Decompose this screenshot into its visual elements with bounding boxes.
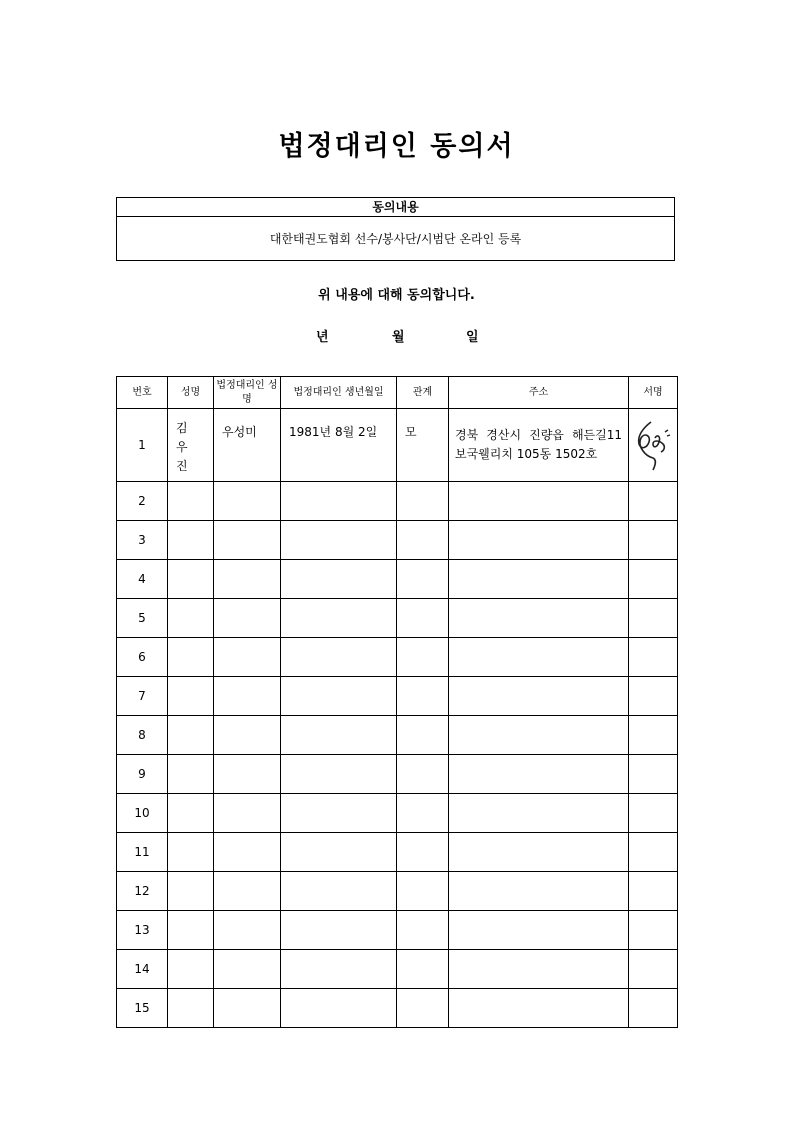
name-cell — [168, 989, 214, 1028]
signature-cell — [629, 989, 678, 1028]
guardian-name-cell — [214, 521, 281, 560]
guardian-name-cell — [214, 872, 281, 911]
guardian-birth-cell — [281, 833, 397, 872]
guardian-birth-cell — [281, 911, 397, 950]
address-cell — [449, 482, 629, 521]
consent-content: 대한태권도협회 선수/봉사단/시범단 온라인 등록 — [269, 232, 522, 246]
guardian-birth-cell — [281, 677, 397, 716]
name-cell — [168, 716, 214, 755]
table-row — [117, 755, 678, 794]
address-cell — [449, 599, 629, 638]
consent-box — [116, 197, 675, 261]
table-row — [117, 521, 678, 560]
guardian-birth-cell — [281, 599, 397, 638]
address-cell — [449, 989, 629, 1028]
row-number-cell: 12 — [117, 872, 168, 911]
row-number-cell: 14 — [117, 950, 168, 989]
row-number-cell: 9 — [117, 755, 168, 794]
relation-cell — [397, 911, 449, 950]
address-cell — [449, 794, 629, 833]
guardian-name-cell: 우성미 — [214, 409, 281, 482]
header-guardian-birth: 법정대리인 생년월일 — [281, 377, 397, 409]
table-row — [117, 794, 678, 833]
name-cell — [168, 872, 214, 911]
name-cell — [168, 521, 214, 560]
address-cell — [449, 833, 629, 872]
address-cell: 경북 경산시 진량읍 해든길11 보국웰리치 105동 1502호 — [449, 409, 629, 482]
signature-cell — [629, 560, 678, 599]
guardian-birth-cell — [281, 872, 397, 911]
relation-cell — [397, 794, 449, 833]
guardian-name-cell — [214, 638, 281, 677]
address-cell — [449, 911, 629, 950]
table-row — [117, 989, 678, 1028]
guardian-birth-cell — [281, 716, 397, 755]
relation-cell — [397, 599, 449, 638]
guardian-name-cell — [214, 482, 281, 521]
table-header-row — [117, 377, 678, 409]
signature-cell — [629, 794, 678, 833]
table-row — [117, 677, 678, 716]
signature-cell — [629, 872, 678, 911]
row-number-cell: 11 — [117, 833, 168, 872]
address-cell — [449, 716, 629, 755]
guardian-birth-cell: 1981년 8월 2일 — [281, 409, 397, 482]
table-row — [117, 950, 678, 989]
table-row — [117, 599, 678, 638]
guardian-birth-cell — [281, 560, 397, 599]
name-cell — [168, 833, 214, 872]
name-cell — [168, 560, 214, 599]
header-name: 성명 — [168, 377, 214, 409]
relation-cell — [397, 950, 449, 989]
date-day-label: 일 — [466, 330, 479, 345]
date-year-label: 년 — [316, 330, 329, 345]
relation-cell — [397, 716, 449, 755]
header-relation: 관계 — [397, 377, 449, 409]
signature-cell — [629, 521, 678, 560]
signature-cell — [629, 599, 678, 638]
address-cell — [449, 950, 629, 989]
address-cell — [449, 677, 629, 716]
name-cell — [168, 755, 214, 794]
row-number-cell: 15 — [117, 989, 168, 1028]
signature-cell — [629, 677, 678, 716]
table-row — [117, 482, 678, 521]
row-number-cell: 6 — [117, 638, 168, 677]
table-row — [117, 638, 678, 677]
name-cell — [168, 599, 214, 638]
row-number-cell: 13 — [117, 911, 168, 950]
row-number-cell: 10 — [117, 794, 168, 833]
table-row — [117, 560, 678, 599]
agree-statement: 위 내용에 대해 동의합니다. — [318, 288, 475, 303]
guardian-name-cell — [214, 911, 281, 950]
address-cell — [449, 872, 629, 911]
relation-cell — [397, 872, 449, 911]
table-row — [117, 409, 678, 482]
relation-cell — [397, 638, 449, 677]
name-cell: 김우진 — [168, 409, 214, 482]
guardian-birth-cell — [281, 755, 397, 794]
relation-cell — [397, 989, 449, 1028]
relation-cell: 모 — [397, 409, 449, 482]
guardian-name-cell — [214, 833, 281, 872]
row-number-cell: 8 — [117, 716, 168, 755]
table-row — [117, 833, 678, 872]
guardian-name-cell — [214, 677, 281, 716]
row-number-cell: 2 — [117, 482, 168, 521]
document-title: 법정대리인 동의서 — [278, 131, 515, 162]
row-number-cell: 4 — [117, 560, 168, 599]
address-cell — [449, 755, 629, 794]
guardian-name-cell — [214, 755, 281, 794]
relation-cell — [397, 755, 449, 794]
guardian-birth-cell — [281, 950, 397, 989]
signature-cell — [629, 950, 678, 989]
guardian-birth-cell — [281, 482, 397, 521]
row-number-cell: 3 — [117, 521, 168, 560]
row-number-cell: 7 — [117, 677, 168, 716]
guardian-name-cell — [214, 599, 281, 638]
relation-cell — [397, 833, 449, 872]
signature-cell — [629, 833, 678, 872]
name-cell — [168, 950, 214, 989]
table-row — [117, 872, 678, 911]
guardian-birth-cell — [281, 521, 397, 560]
guardian-birth-cell — [281, 794, 397, 833]
relation-cell — [397, 482, 449, 521]
relation-cell — [397, 560, 449, 599]
guardian-birth-cell — [281, 638, 397, 677]
header-signature: 서명 — [629, 377, 678, 409]
row-number-cell: 1 — [117, 409, 168, 482]
handwritten-signature — [631, 418, 675, 472]
address-cell — [449, 638, 629, 677]
guardian-birth-cell — [281, 989, 397, 1028]
guardian-name-cell — [214, 560, 281, 599]
signature-cell — [629, 409, 678, 482]
guardian-name-cell — [214, 950, 281, 989]
signature-cell — [629, 716, 678, 755]
row-number-cell: 5 — [117, 599, 168, 638]
guardian-name-cell — [214, 716, 281, 755]
address-cell — [449, 560, 629, 599]
guardian-table — [116, 376, 678, 1028]
header-address: 주소 — [449, 377, 629, 409]
relation-cell — [397, 677, 449, 716]
table-row — [117, 911, 678, 950]
guardian-name-cell — [214, 794, 281, 833]
signature-cell — [629, 638, 678, 677]
header-no: 번호 — [117, 377, 168, 409]
guardian-name-cell — [214, 989, 281, 1028]
header-guardian-name: 법정대리인 성명 — [214, 377, 281, 409]
table-row — [117, 716, 678, 755]
signature-cell — [629, 911, 678, 950]
name-cell — [168, 638, 214, 677]
signature-cell — [629, 755, 678, 794]
consent-header: 동의내용 — [117, 198, 674, 217]
name-cell — [168, 911, 214, 950]
address-cell — [449, 521, 629, 560]
relation-cell — [397, 521, 449, 560]
name-cell — [168, 482, 214, 521]
date-month-label: 월 — [392, 330, 405, 345]
signature-cell — [629, 482, 678, 521]
name-cell — [168, 794, 214, 833]
name-cell — [168, 677, 214, 716]
